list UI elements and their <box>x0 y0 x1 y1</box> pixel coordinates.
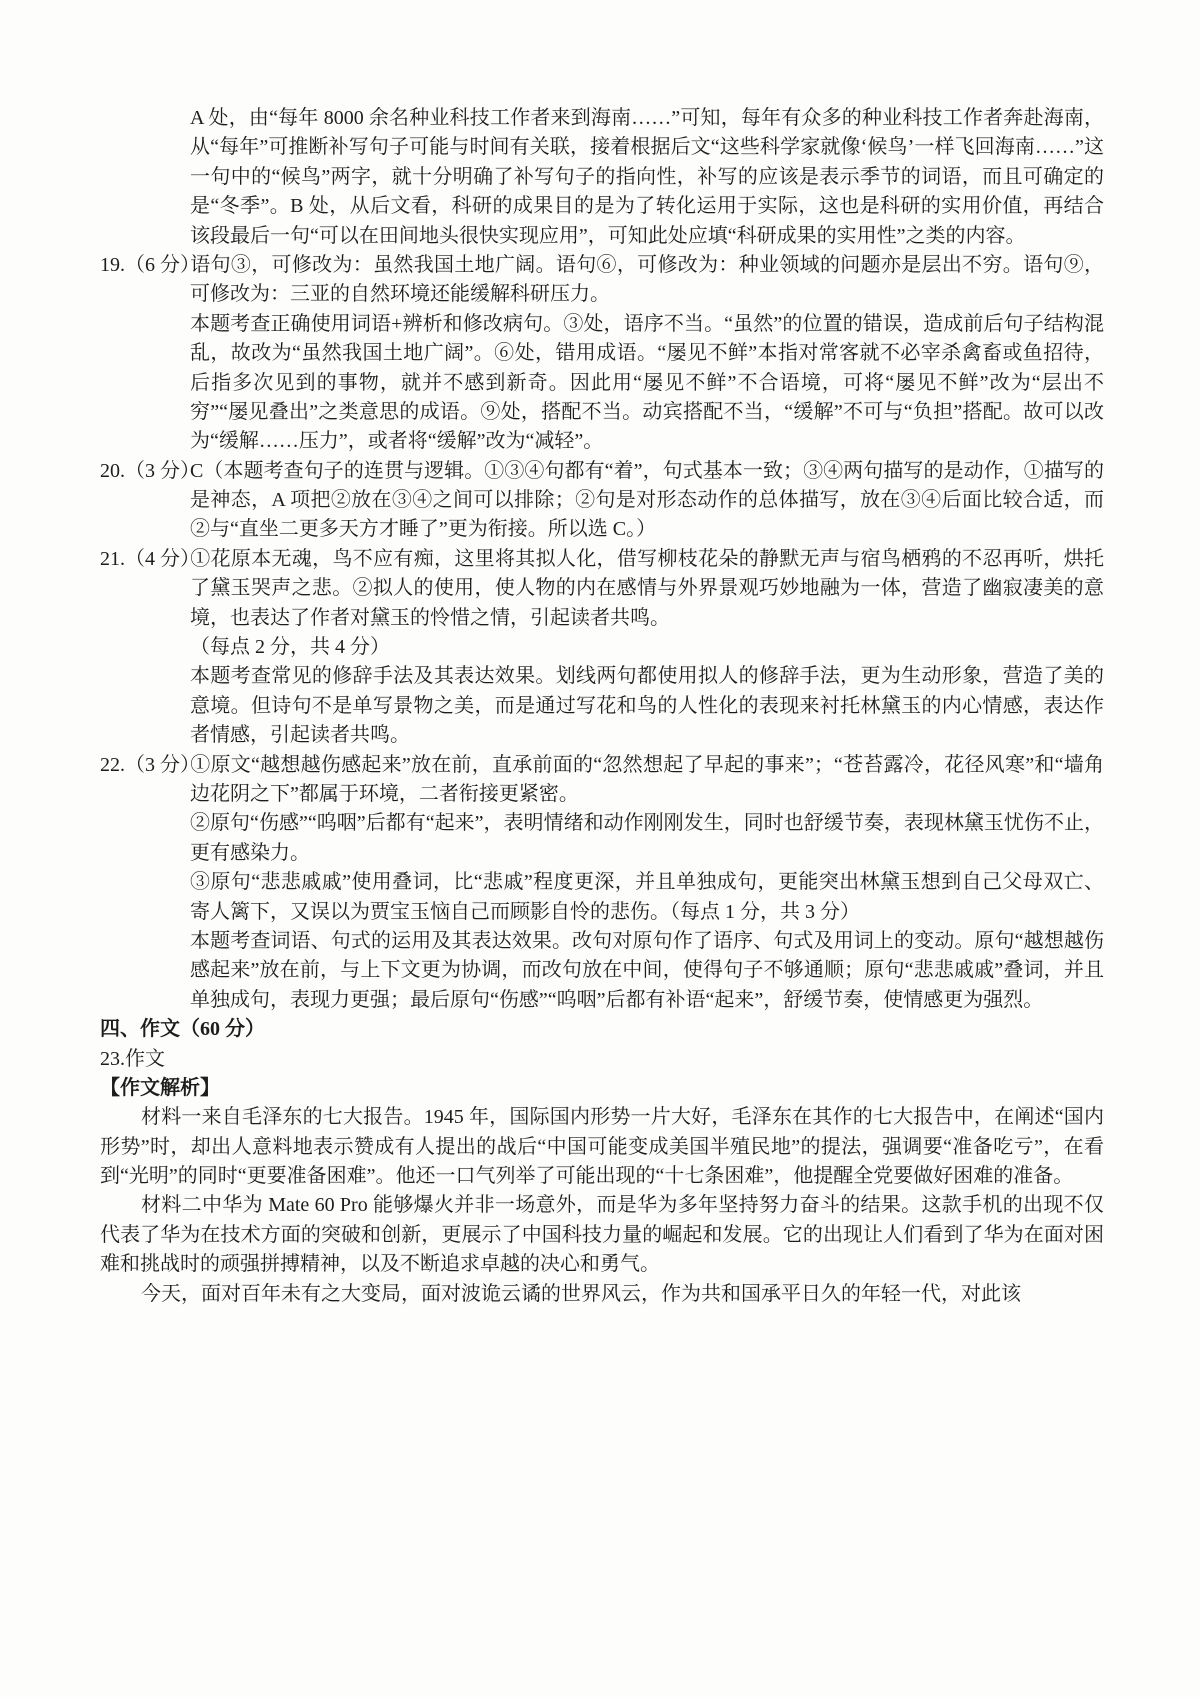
answer-21-first-paragraph <box>100 545 1104 633</box>
question-20-label: 20.（3 分） <box>100 459 200 482</box>
section-4-heading: 四、作文（60 分） <box>100 1018 265 1041</box>
answer-21-text: ①花原本无魂，鸟不应有痴，这里将其拟人化，借写柳枝花朵的静默无声与宿鸟栖鸦的不忍再听，烘托了黛玉哭声之悲。②拟人的使用，使人物的内在感情与外界景观巧妙地融为一体，营造了幽寂凄美的意境，也表达了作者对黛玉的怜惜之情，引起读者共鸣。 <box>190 547 1104 629</box>
answer-20-text: C（本题考查句子的连贯与逻辑。①③④句都有“着”，句式基本一致；③④两句描写的是动作，①描写的是神态，A 项把②放在③④之间可以排除；②句是对形态动作的总体描写，放在③④后面比较合适，而②与“直坐二更多天方才睡了”更为衔接。所以选 C。） <box>190 459 1104 541</box>
question-22-label: 22.（3 分） <box>100 753 200 776</box>
essay-closing-line: 今天，面对百年未有之大变局，面对波诡云谲的世界风云，作为共和国承平日久的年轻一代，对此该 <box>141 1282 1021 1305</box>
answer-22-point-2: ②原句“伤感”“呜咽”后都有“起来”，表明情绪和动作刚刚发生，同时也舒缓节奏，表现林黛玉忧伤不止，更有感染力。 <box>190 812 1104 864</box>
essay-material-2-paragraph: 材料二中华为 Mate 60 Pro 能够爆火并非一场意外，而是华为多年坚持努力奋斗的结果。这款手机的出现不仅代表了华为在技术方面的突破和创新，更展示了中国科技力量的崛起和发展。它的出现让人们看到了华为在面对困难和挑战时的顽强拼搏精神，以及不断追求卓越的决心和勇气。 <box>100 1194 1104 1276</box>
answer-20-first-paragraph <box>100 457 1104 545</box>
answer-21-score-note: （每点 2 分，共 4 分） <box>190 636 390 659</box>
essay-material-1-paragraph: 材料一来自毛泽东的七大报告。1945 年，国际国内形势一片大好，毛泽东在其作的七大报告中，在阐述“国内形势”时，却出人意料地表示赞成有人提出的战后“中国可能变成美国半殖民地”的提法，强调要“准备吃亏”，在看到“光明”的同时“更要准备困难”。他还一口气列举了可能出现的“十七条困难”，他提醒全党要做好困难的准备。 <box>100 1106 1104 1188</box>
answer-item-21 <box>100 545 1104 751</box>
answer-19-text: 语句③，可修改为：虽然我国土地广阔。语句⑥，可修改为：种业领域的问题亦是层出不穷。语句⑨，可修改为：三亚的自然环境还能缓解科研压力。 <box>190 253 1104 306</box>
answer-22-point-1: ①原文“越想越伤感起来”放在前，直承前面的“忽然想起了早起的事来”；“苍苔露冷，花径风寒”和“墙角边花阴之下”都属于环境，二者衔接更紧密。 <box>190 753 1104 805</box>
question-21-label: 21.（4 分） <box>100 547 200 570</box>
answer-22-analysis: 本题考查词语、句式的运用及其表达效果。改句对原句作了语序、句式及用词上的变动。原句“越想越伤感起来”放在前，与上下文更为协调，而改句放在中间，使得句子不够通顺；原句“悲悲戚戚”叠词，并且单独成句，表现力更强；最后原句“伤感”“呜咽”后都有补语“起来”，舒缓节奏，使情感更为强烈。 <box>190 929 1104 1011</box>
answer-22-first-paragraph <box>100 751 1104 810</box>
question-19-label: 19.（6 分） <box>100 253 200 276</box>
answer-19-analysis: 本题考查正确使用词语+辨析和修改病句。③处，语序不当。“虽然”的位置的错误，造成前后句子结构混乱，故改为“虽然我国土地广阔”。⑥处，错用成语。“屡见不鲜”本指对常客就不必宰杀禽畜或鱼招待，后指多次见到的事物，就并不感到新奇。因此用“屡见不鲜”不合语境，可将“屡见不鲜”改为“层出不穷”“屡见叠出”之类意思的成语。⑨处，搭配不当。动宾搭配不当，“缓解”不可与“负担”搭配。故可以改为“缓解……压力”，或者将“缓解”改为“减轻”。 <box>190 312 1104 453</box>
answer-item-19 <box>100 251 1104 457</box>
answer-18-continuation-paragraph: A 处，由“每年 8000 余名种业科技工作者来到海南……”可知，每年有众多的种业科技工作者奔赴海南，从“每年”可推断补写句子可能与时间有关联，接着根据后文“这些科学家就像‘候鸟’一样飞回海南……”这一句中的“候鸟”两字，就十分明确了补写句子的指向性，补写的应该是表示季节的词语，而且可确定的是“冬季”。B 处，从后文看，科研的成果目的是为了转化运用于实际，这也是科研的实用价值，再结合该段最后一句“可以在田间地头很快实现应用”，可知此处应填“科研成果的实用性”之类的内容。 <box>190 107 1104 247</box>
answer-item-22 <box>100 751 1104 1016</box>
answer-19-first-paragraph <box>100 251 1104 310</box>
answer-21-analysis: 本题考查常见的修辞手法及其表达效果。划线两句都使用拟人的修辞手法，更为生动形象，营造了美的意境。但诗句不是单写景物之美，而是通过写花和鸟的人性化的表现来衬托林黛玉的内心情感，表达作者情感，引起读者共鸣。 <box>190 665 1104 747</box>
answer-22-point-3: ③原句“悲悲戚戚”使用叠词，比“悲戚”程度更深，并且单独成句，更能突出林黛玉想到自己父母双亡、寄人篱下，又误以为贾宝玉恼自己而顾影自怜的悲伤。（每点 1 分，共 3 分） <box>190 871 1104 923</box>
essay-item-number: 23.作文 <box>100 1047 165 1070</box>
answer-item-20 <box>100 457 1104 545</box>
essay-analysis-title: 【作文解析】 <box>100 1076 220 1099</box>
